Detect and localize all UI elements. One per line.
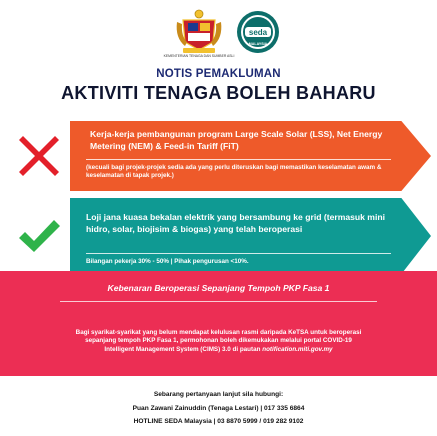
contact-intro: Sebarang pertanyaan lanjut sila hubungi: [153, 391, 284, 398]
pkp-body-line-2: sepanjang tempoh PKP Fasa 1, permohonan boleh dikemukakan melalui portal COVID-19 [85, 337, 352, 345]
check-icon [16, 216, 62, 256]
pkp-body-line-3 [6, 346, 431, 354]
pkp-section [0, 271, 437, 376]
allowed-note: Bilangan pekerja 30% - 50% | Pihak pengurusan <10%. [86, 258, 249, 265]
contact-hotline: HOTLINE SEDA Malaysia | 03 8870 5999 / 019 282 9102 [133, 418, 304, 425]
pkp-body [6, 329, 431, 354]
cross-icon [16, 133, 62, 179]
not-allowed-banner [8, 121, 431, 191]
pkp-portal-link[interactable]: notification.miti.gov.my [262, 345, 333, 353]
allowed-banner [8, 198, 431, 274]
pkp-divider [60, 301, 377, 302]
not-allowed-icon-box [8, 121, 70, 191]
allowed-divider [86, 253, 391, 254]
contact-person: Puan Zawani Zainuddin (Tenaga Lestari) | 017 335 6864 [132, 404, 305, 412]
contact-section [0, 388, 437, 429]
seda-logo-icon [236, 10, 280, 54]
seda-logo-text: seda [248, 28, 268, 37]
logo-row [0, 6, 437, 60]
coat-of-arms-icon [173, 8, 225, 56]
notice-label: NOTIS PEMAKLUMAN [156, 68, 281, 80]
allowed-icon-box [8, 198, 70, 274]
pkp-body-line-1: Bagi syarikat-syarikat yang belum mendapat kelulusan rasmi daripada KeTSA untuk beroperasi [75, 329, 362, 336]
seda-logo-subtext: MALAYSIA [248, 42, 268, 46]
pkp-body-line-3-text: Intelligent Management System (CIMS) 3.0 di pautan [104, 345, 261, 353]
ministry-caption: KEMENTERIAN TENAGA DAN SUMBER ASLI [163, 54, 235, 58]
page-title: AKTIVITI TENAGA BOLEH BAHARU [61, 83, 376, 103]
not-allowed-divider [86, 159, 391, 160]
pkp-title: Kebenaran Beroperasi Sepanjang Tempoh PKP Fasa 1 [107, 283, 330, 293]
not-allowed-heading: Kerja-kerja pembangunan program Large Scale Solar (LSS), Net Energy Metering (NEM) & Feed-in Tariff (FiT) [90, 129, 383, 151]
not-allowed-note: (kecuali bagi projek-projek sedia ada yang perlu diteruskan bagi memastikan keselamatan awam & keselamatan di tapak projek.) [86, 164, 382, 180]
allowed-heading: Loji jana kuasa bekalan elektrik yang bersambung ke grid (termasuk mini hidro, solar, biojisim & biogas) yang telah beroperasi [86, 212, 385, 234]
